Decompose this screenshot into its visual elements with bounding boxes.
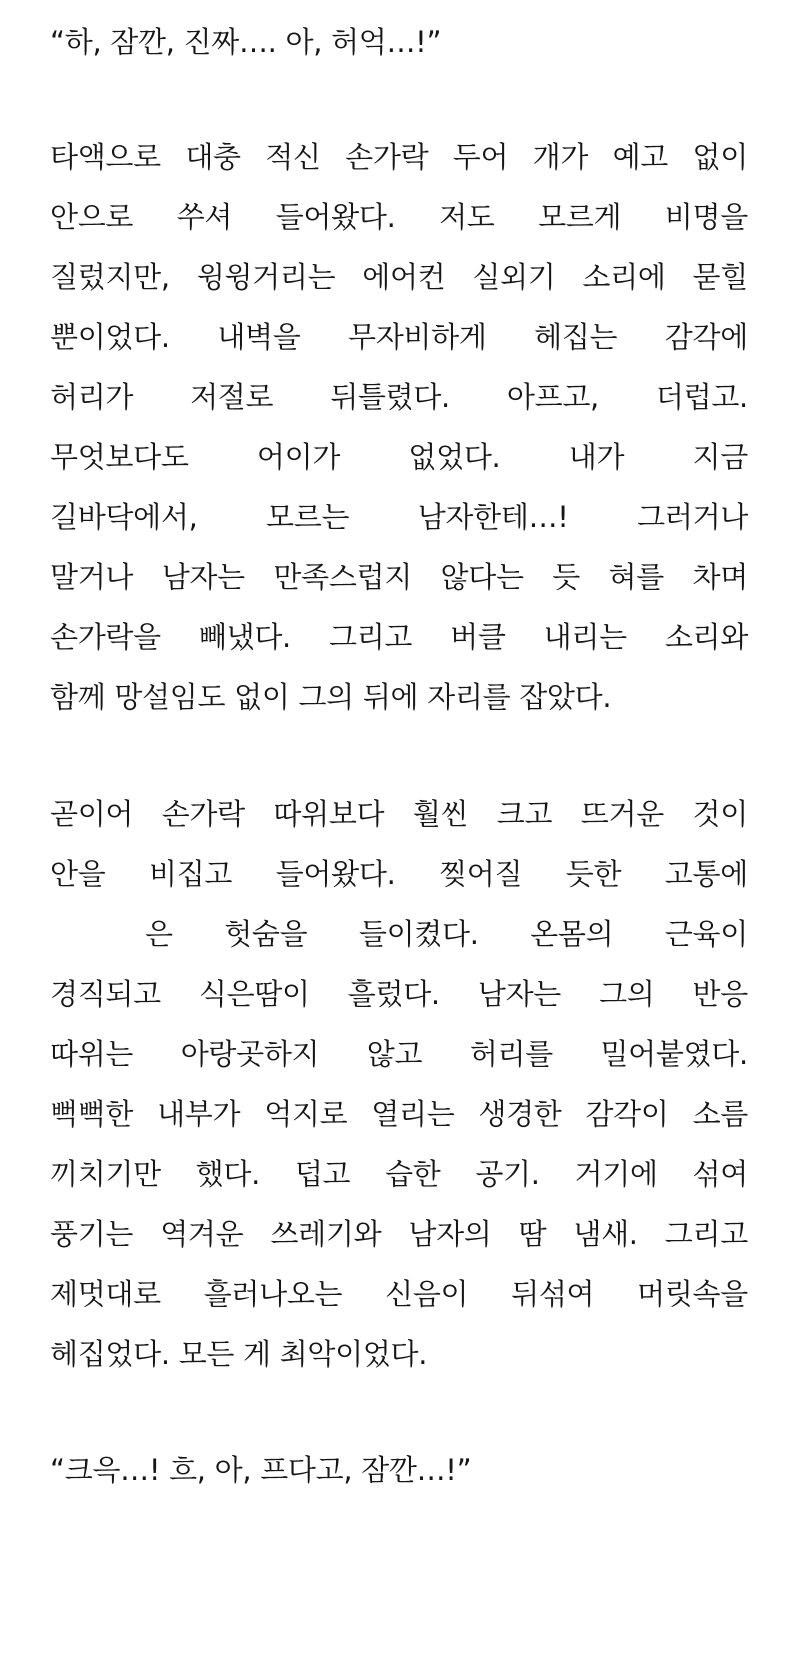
word: 고통에 [664, 857, 748, 891]
word: 냄새. [573, 1217, 638, 1251]
word: 헤집는 [534, 320, 618, 354]
word: 흘렀다. [347, 977, 440, 1011]
word: 않고 [366, 1037, 423, 1071]
word: 열리는 [371, 1097, 455, 1131]
word: 덥고 [294, 1157, 351, 1191]
word: 그러거나 [637, 500, 748, 534]
text-line [50, 557, 748, 597]
word: 뻑뻑한 [50, 1097, 134, 1131]
word: 신음이 [385, 1277, 469, 1311]
word: 허리를 [469, 1037, 553, 1071]
text-line [50, 137, 748, 177]
word: 남자는 [161, 560, 245, 594]
word: 손가락을 [50, 620, 161, 654]
word: 억지로 [264, 1097, 348, 1131]
word: 들어왔다. [275, 200, 396, 234]
word: 섞여 [692, 1157, 748, 1191]
word: 온몸의 [530, 917, 614, 951]
word: 대충 [185, 140, 241, 174]
word: 헤집었다. 모든 게 최악이었다. [50, 1337, 428, 1371]
word: 만족스럽지 [273, 560, 412, 594]
text-line [50, 1450, 748, 1490]
word: 없었다. [408, 440, 501, 474]
word: 그리고 [664, 1217, 748, 1251]
word: 남자의 [408, 1217, 492, 1251]
word: 따위는 [50, 1037, 134, 1071]
text-line [50, 1094, 748, 1134]
word: 들어왔다. [275, 857, 396, 891]
word: 질렀지만, [50, 260, 170, 294]
word: 말거나 [50, 560, 134, 594]
text-line [50, 22, 748, 62]
word: 모르는 [266, 500, 350, 534]
word: 듯 [552, 560, 580, 594]
word: 없이 [692, 140, 748, 174]
word: 것이 [692, 797, 748, 831]
text-line [50, 914, 748, 954]
word: 비명을 [664, 200, 748, 234]
word: 어이가 [256, 440, 341, 474]
word: 안으로 [50, 200, 134, 234]
text-line [50, 794, 748, 834]
word: 감각에 [664, 320, 748, 354]
text-line [50, 1334, 748, 1374]
word: 찢어질 [439, 857, 523, 891]
word: 남자는 [477, 977, 562, 1011]
word: 역겨운 [160, 1217, 244, 1251]
word: 저도 [439, 200, 495, 234]
word: 않다는 [440, 560, 524, 594]
word: 따위보다 [273, 797, 385, 831]
word: 내가 [568, 440, 625, 474]
word: 뿐이었다. [50, 320, 170, 354]
word: 혀를 [608, 560, 664, 594]
word: 흘러나오는 [203, 1277, 343, 1311]
word: “크윽…! 흐, 아, 프다고, 잠깐…!” [50, 1453, 472, 1487]
word: 끼치기만 [50, 1157, 161, 1191]
word: 뜨거운 [580, 797, 664, 831]
word: 생경한 [478, 1097, 562, 1131]
word: 머릿속을 [637, 1277, 748, 1311]
word: 뒤섞여 [511, 1277, 595, 1311]
word: 반응 [692, 977, 748, 1011]
word: 땀 [518, 1217, 547, 1251]
word: 내리는 [543, 620, 627, 654]
text-line [50, 854, 748, 894]
word: 예고 [612, 140, 669, 174]
word: 손가락 [161, 797, 245, 831]
text-line [50, 1034, 748, 1074]
word: 했다. [195, 1157, 261, 1191]
text-line [50, 1154, 748, 1194]
word: 빼냈다. [198, 620, 291, 654]
word: 저절로 [190, 380, 274, 414]
word: 모르게 [538, 200, 622, 234]
word: 허리가 [50, 380, 134, 414]
word: 타액으로 [50, 140, 161, 174]
word: 무자비하게 [348, 320, 487, 354]
word: 소리에 [582, 260, 666, 294]
word: 에어컨 [362, 260, 446, 294]
word: 버클 [450, 620, 506, 654]
word: 아랑곳하지 [180, 1037, 320, 1071]
word: 함께 망설임도 없이 그의 뒤에 자리를 잡았다. [50, 680, 612, 714]
word: 비집고 [149, 857, 233, 891]
word: 식은땀이 [198, 977, 310, 1011]
word: 그리고 [328, 620, 413, 654]
word: “하, 잠깐, 진짜…. 아, 허억…!” [50, 25, 442, 59]
text-line [50, 437, 748, 477]
word: 개가 [532, 140, 589, 174]
word: 아프고, [506, 380, 599, 414]
word: 길바닥에서, [50, 500, 198, 534]
text-line [50, 497, 748, 537]
word: 더럽고. [655, 380, 748, 414]
word: 감각이 [585, 1097, 669, 1131]
word: 남자한테…! [417, 500, 569, 534]
word: 안을 [50, 857, 106, 891]
word: 곧이어 [50, 797, 134, 831]
word: 뒤틀렸다. [330, 380, 450, 414]
text-line [50, 1214, 748, 1254]
word: 쓰레기와 [270, 1217, 382, 1251]
word: 내부가 [157, 1097, 241, 1131]
text-line [50, 197, 748, 237]
word: 공기. [475, 1157, 540, 1191]
word: 풍기는 [50, 1217, 134, 1251]
word: 밀어붙였다. [600, 1037, 748, 1071]
text-line [50, 974, 748, 1014]
word: 크고 [496, 797, 553, 831]
word: 지금 [692, 440, 748, 474]
word: 근육이 [664, 917, 748, 951]
word: 헛숨을 [224, 917, 308, 951]
word: 적신 [265, 140, 321, 174]
word: 윙윙거리는 [196, 260, 336, 294]
text-line [50, 1274, 748, 1314]
text-line [50, 317, 748, 357]
word: 들이켰다. [358, 917, 479, 951]
word: 무엇보다도 [50, 440, 189, 474]
word: 소리와 [664, 620, 748, 654]
word: 묻힐 [692, 260, 748, 294]
word: 거기에 [574, 1157, 658, 1191]
text-line [50, 377, 748, 417]
word: 훨씬 [412, 797, 469, 831]
word: 소름 [692, 1097, 748, 1131]
text-line [50, 617, 748, 657]
word: 쑤셔 [176, 200, 233, 234]
word: 내벽을 [217, 320, 301, 354]
word: 차며 [692, 560, 748, 594]
text-line [50, 257, 748, 297]
word: 습한 [385, 1157, 441, 1191]
word: 실외기 [472, 260, 556, 294]
text-line [50, 677, 748, 717]
word: 손가락 [345, 140, 429, 174]
word: 두어 [452, 140, 509, 174]
word: 제멋대로 [50, 1277, 161, 1311]
word: 그의 [599, 977, 655, 1011]
word: 듯한 [565, 857, 622, 891]
word: 경직되고 [50, 977, 161, 1011]
word: 은 [145, 917, 173, 951]
